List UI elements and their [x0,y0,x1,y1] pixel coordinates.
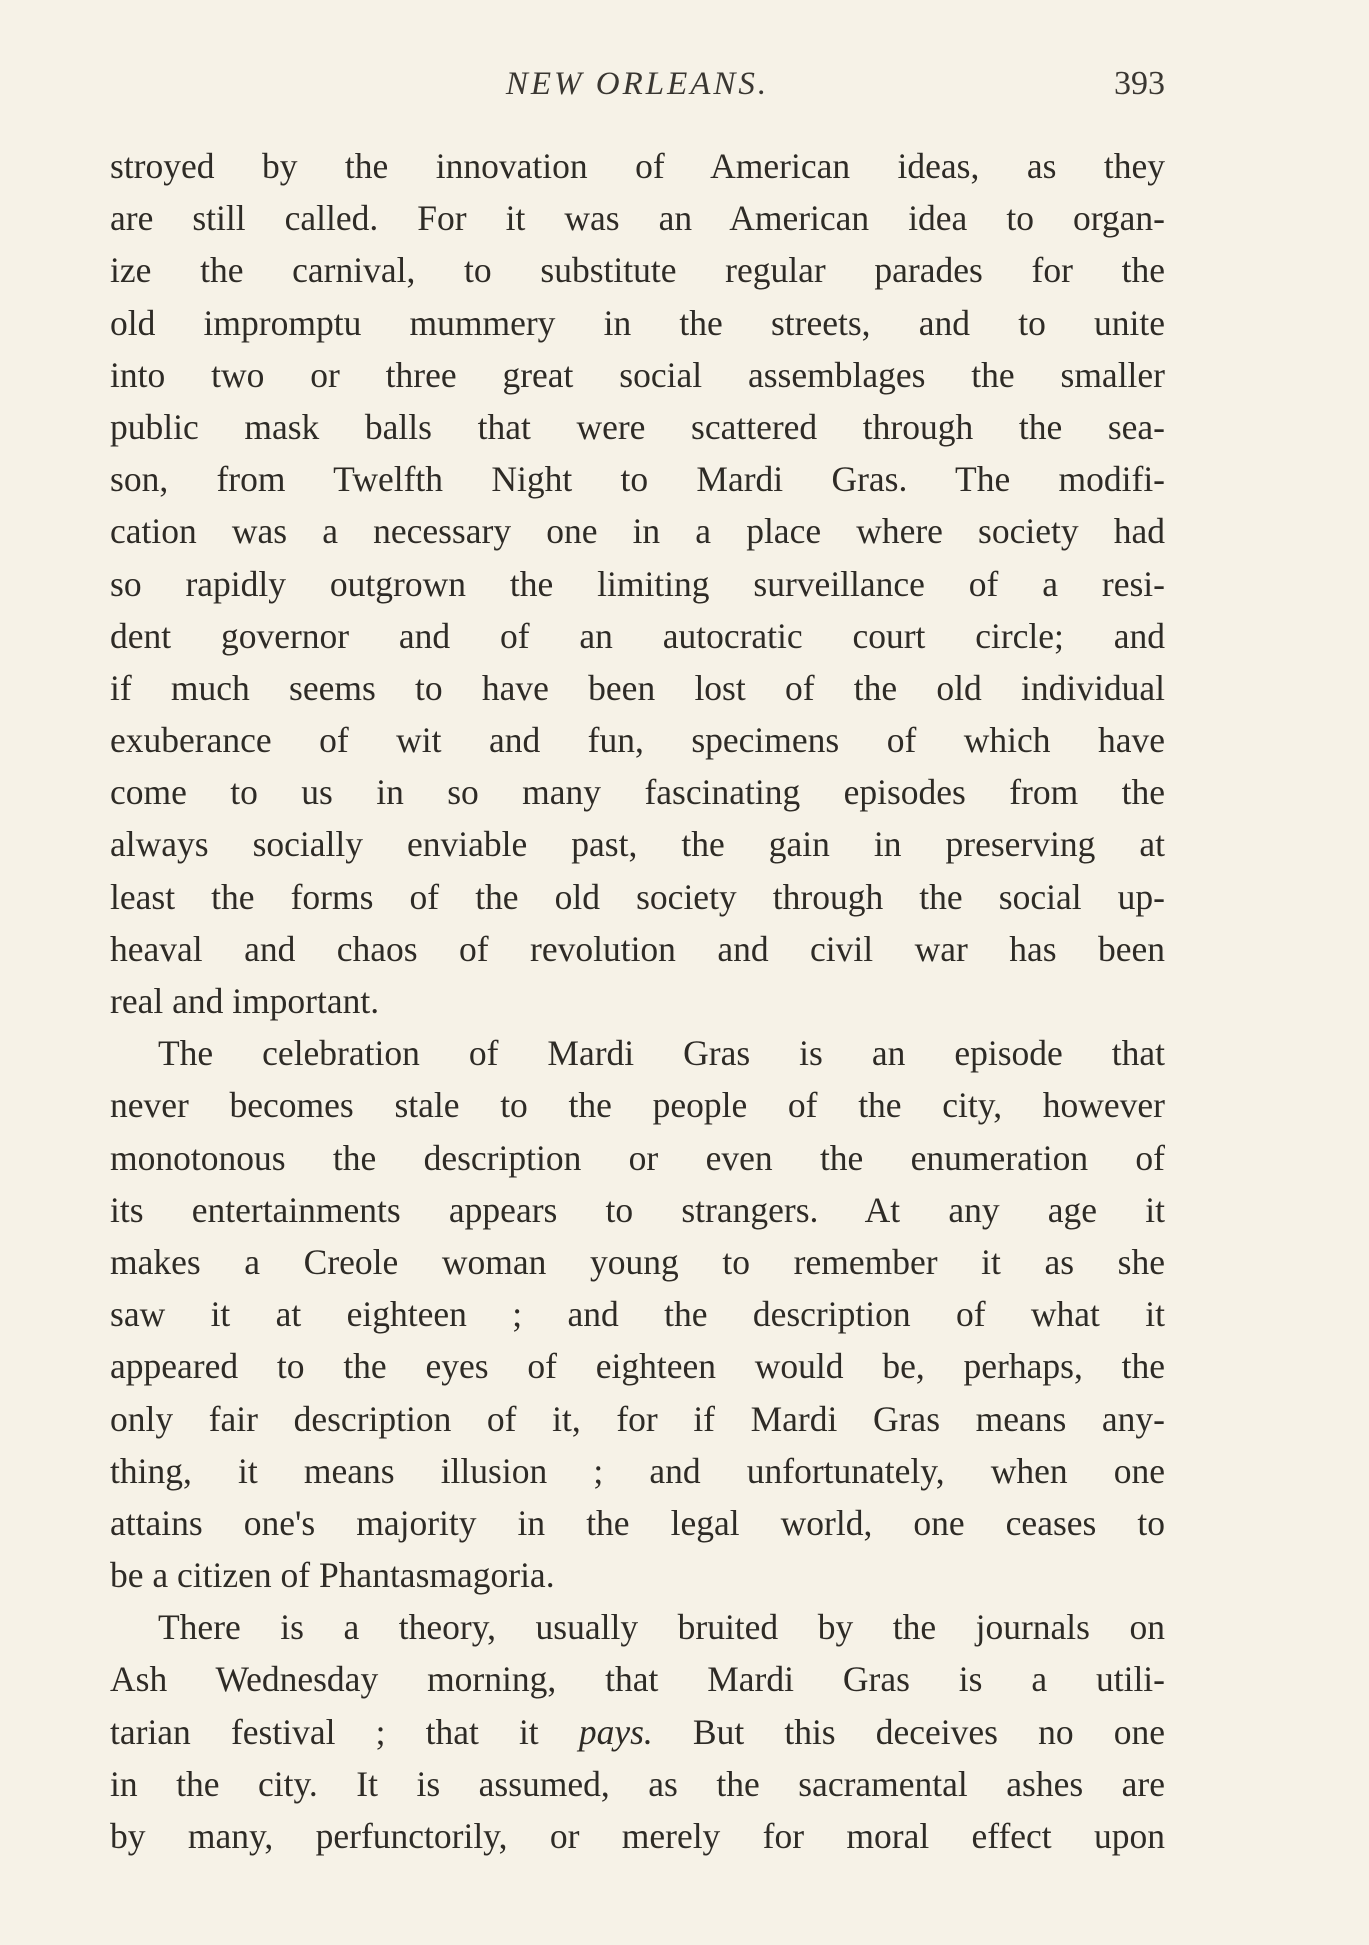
text-line: son, from Twelfth Night to Mardi Gras. The modifi- [110,459,1165,500]
text-line: ize the carnival, to substitute regular parades for the [110,250,1165,291]
text-line: stroyed by the innovation of American ideas, as they [110,146,1165,186]
text-line: come to us in so many fascinating episodes from the [110,772,1165,813]
text-line: heaval and chaos of revolution and civil war has been [110,928,1165,969]
text-line: old impromptu mummery in the streets, and to unite [110,302,1165,343]
text-line: be a citizen of Phantasmagoria. [110,1555,555,1596]
text-line: only fair description of it, for if Mardi Gras means any- [110,1398,1165,1439]
text-line: if much seems to have been lost of the old individual [110,667,1165,708]
text-line: Ash Wednesday morning, that Mardi Gras is a utili- [110,1659,1165,1700]
running-title: NEW ORLEANS. [505,66,770,102]
paragraph [110,140,1165,1027]
text-line: saw it at eighteen ; and the description of what it [110,1294,1165,1335]
text-line: The celebration of Mardi Gras is an episode that [158,1033,1165,1074]
italic-word: pays. [578,1711,653,1752]
text-segment: tarian festival ; that it [110,1711,579,1752]
text-line: its entertainments appears to strangers. At any age it [110,1189,1165,1230]
text-line: least the forms of the old society through the social up- [110,876,1165,917]
running-head [110,62,1165,106]
text-line: attains one's majority in the legal world, one ceases to [110,1502,1165,1543]
text-line: always socially enviable past, the gain in preserving at [110,824,1165,865]
text-line: in the city. It is assumed, as the sacramental ashes are [110,1763,1165,1804]
body-text [110,140,1165,1862]
text-line: dent governor and of an autocratic court circle; and [110,615,1165,656]
text-line: appeared to the eyes of eighteen would be, perhaps, the [110,1346,1165,1387]
text-line: There is a theory, usually bruited by the journals on [158,1607,1165,1648]
text-line: are still called. For it was an American idea to organ- [110,198,1165,239]
text-line: into two or three great social assemblages the smaller [110,354,1165,395]
text-line: real and important. [110,981,380,1021]
text-segment: But this deceives no one [652,1711,1165,1752]
paragraph [110,1601,1165,1862]
page-number: 393 [1114,65,1165,102]
text-line: exuberance of wit and fun, specimens of which have [110,720,1165,761]
text-line: never becomes stale to the people of the city, however [110,1085,1165,1126]
text-line: public mask balls that were scattered through the sea- [110,406,1165,447]
text-line: monotonous the description or even the enumeration of [110,1137,1165,1178]
paragraph [110,1027,1165,1601]
text-line [110,1706,1165,1758]
text-line: by many, perfunctorily, or merely for moral effect upon [110,1816,1165,1856]
text-line: makes a Creole woman young to remember it as she [110,1241,1165,1282]
text-line: cation was a necessary one in a place where society had [110,511,1165,552]
text-line: thing, it means illusion ; and unfortunately, when one [110,1450,1165,1491]
text-line: so rapidly outgrown the limiting surveillance of a resi- [110,563,1165,604]
